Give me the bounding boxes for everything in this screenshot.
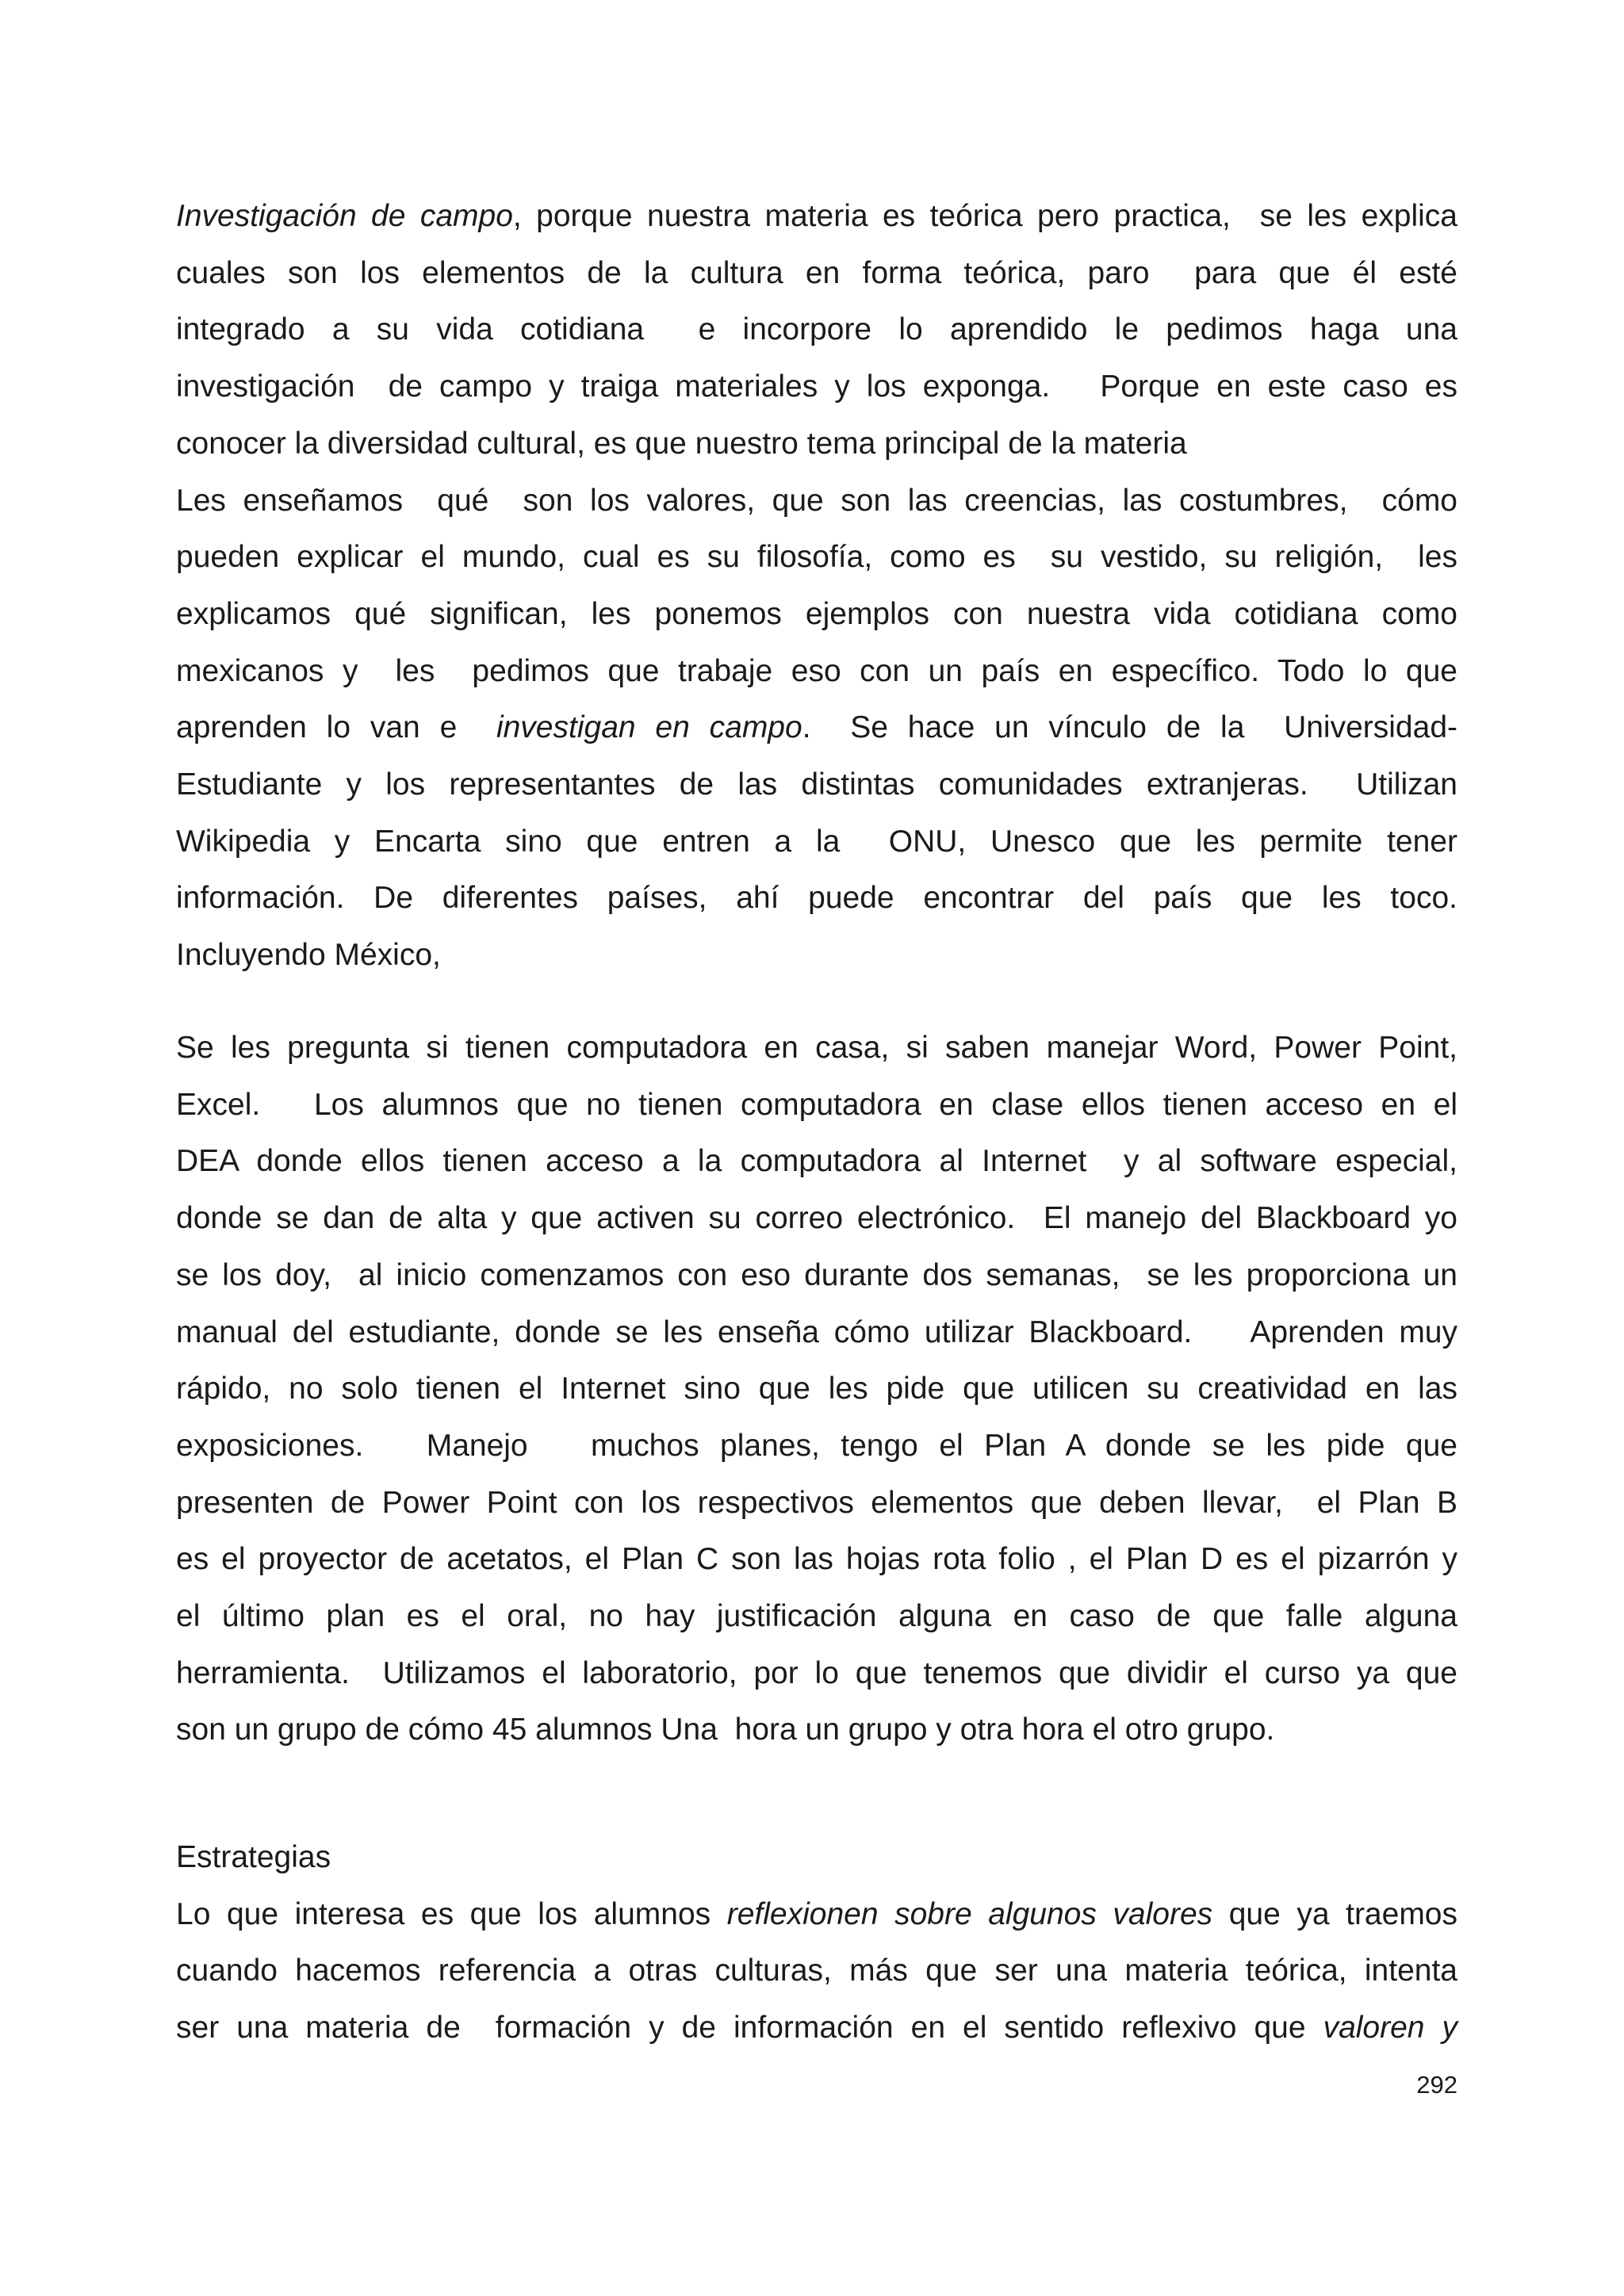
text-segment: Lo que interesa es que los alumnos: [176, 1896, 727, 1931]
text-line: [176, 1895, 1457, 1934]
text-line: [176, 822, 1457, 862]
text-segment: Les enseñamos qué son los valores, que son las creencias, las costumbres, cómo: [176, 483, 1457, 518]
text-line: [176, 1256, 1457, 1295]
text-line: [176, 878, 1457, 918]
text-segment: ser una materia de formación y de información en el sentido reflexivo que: [176, 2011, 1323, 2045]
text-segment: Se les pregunta si tienen computadora en casa, si saben manejar Word, Power Point,: [176, 1031, 1457, 1065]
text-segment: rápido, no solo tienen el Internet sino que les pide que utilicen su creatividad en las: [176, 1372, 1457, 1406]
text-segment: cuando hacemos referencia a otras culturas, más que ser una materia teórica, intenta: [176, 1954, 1457, 1988]
text-segment: exposiciones. Manejo muchos planes, tengo el Plan A donde se les pide que: [176, 1428, 1457, 1463]
text-line: [176, 1028, 1457, 1068]
text-segment: investigación de campo y traiga materiales y los exponga. Porque en este caso es: [176, 369, 1457, 404]
text-segment: Excel. Los alumnos que no tienen computadora en clase ellos tienen acceso en el: [176, 1087, 1457, 1122]
text-segment: Wikipedia y Encarta sino que entren a la ONU, Unesco que les permite tener: [176, 824, 1457, 859]
text-line: [176, 1199, 1457, 1238]
text-line: [176, 538, 1457, 577]
text-segment: . Se hace un vínculo de la Universidad-: [802, 710, 1457, 745]
text-segment: herramienta. Utilizamos el laboratorio, por lo que tenemos que dividir el curso ya que: [176, 1655, 1457, 1690]
text-segment: presenten de Power Point con los respectivos elementos que deben llevar, el Plan B: [176, 1485, 1457, 1520]
text-segment: , porque nuestra materia es teórica pero practica, se les explica: [512, 199, 1457, 233]
text-line: [176, 2008, 1457, 2048]
text-segment: pueden explicar el mundo, cual es su filosofía, como es su vestido, su religión, les: [176, 540, 1457, 575]
text-line: [176, 1838, 331, 1877]
text-segment: se los doy, al inicio comenzamos con eso durante dos semanas, se les proporciona un: [176, 1257, 1457, 1292]
text-segment: el último plan es el oral, no hay justificación alguna en caso de que falle alguna: [176, 1599, 1457, 1633]
text-segment: conocer la diversidad cultural, es que nuestro tema principal de la materia: [176, 426, 1187, 461]
text-segment: Incluyendo México,: [176, 938, 441, 973]
text-line: [176, 481, 1457, 521]
text-line: [176, 765, 1457, 805]
text-line: [176, 1710, 1274, 1750]
text-line: [176, 1951, 1457, 1991]
text-line: [176, 708, 1457, 748]
text-segment: cuales son los elementos de la cultura en forma teórica, paro para que él esté: [176, 255, 1457, 290]
text-line: [176, 254, 1457, 293]
italic-text: investigan en campo: [496, 710, 802, 745]
text-segment: que ya traemos: [1212, 1896, 1457, 1931]
text-line: [176, 1313, 1457, 1353]
text-line: [176, 424, 1187, 464]
page-number: 292: [1416, 2071, 1457, 2099]
text-line: [176, 652, 1457, 691]
text-line: [176, 1540, 1457, 1579]
italic-text: reflexionen sobre algunos valores: [726, 1896, 1213, 1931]
text-segment: es el proyector de acetatos, el Plan C son las hojas rota folio , el Plan D es el pizarrón y: [176, 1542, 1457, 1577]
text-segment: DEA donde ellos tienen acceso a la computadora al Internet y al software especial,: [176, 1144, 1457, 1179]
text-segment: son un grupo de cómo 45 alumnos Una hora un grupo y otra hora el otro grupo.: [176, 1712, 1275, 1747]
text-line: [176, 1085, 1457, 1125]
italic-text: Investigación de campo: [176, 199, 513, 233]
text-segment: mexicanos y les pedimos que trabaje eso con un país en específico. Todo lo que: [176, 653, 1457, 688]
text-line: [176, 1426, 1457, 1466]
text-line: [176, 1369, 1457, 1409]
italic-text: valoren y: [1323, 2011, 1458, 2045]
text-segment: donde se dan de alta y que activen su correo electrónico. El manejo del Blackboard yo: [176, 1201, 1457, 1236]
text-segment: explicamos qué significan, les ponemos ejemplos con nuestra vida cotidiana como: [176, 596, 1457, 631]
text-line: [176, 1654, 1457, 1693]
text-line: [176, 197, 1457, 236]
text-segment: manual del estudiante, donde se les enseña cómo utilizar Blackboard. Aprenden muy: [176, 1314, 1457, 1349]
text-line: [176, 367, 1457, 407]
text-line: [176, 595, 1457, 634]
text-line: [176, 1483, 1457, 1523]
text-line: [176, 936, 441, 975]
text-line: [176, 310, 1457, 350]
text-segment: aprenden lo van e: [176, 710, 496, 745]
text-segment: integrado a su vida cotidiana e incorpore lo aprendido le pedimos haga una: [176, 312, 1457, 347]
text-line: [176, 1142, 1457, 1181]
text-segment: Estudiante y los representantes de las distintas comunidades extranjeras. Utilizan: [176, 767, 1457, 802]
text-segment: Estrategias: [176, 1840, 331, 1874]
text-line: [176, 1597, 1457, 1636]
text-segment: información. De diferentes países, ahí puede encontrar del país que les toco.: [176, 881, 1457, 916]
